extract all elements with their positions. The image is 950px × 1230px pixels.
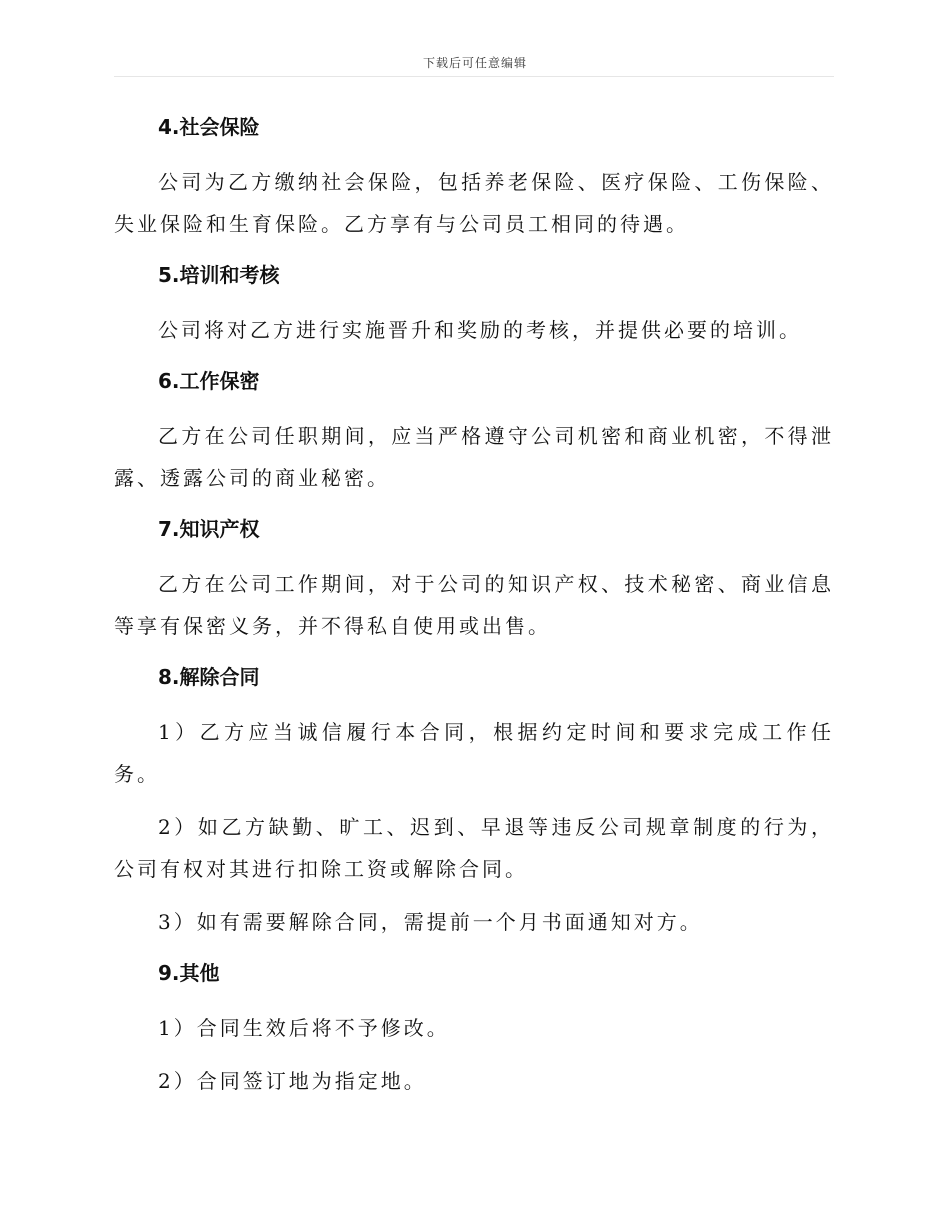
section-paragraph: 公司将对乙方进行实施晋升和奖励的考核，并提供必要的培训。 [158,318,802,342]
section-other [114,954,834,1102]
header-divider [114,76,834,77]
section-heading: 5.培训和考核 [158,263,280,287]
header-note: 下载后可任意编辑 [422,56,527,70]
section-heading: 7.知识产权 [158,517,260,541]
section-training [114,256,834,351]
section-intellectual-property [114,510,834,647]
section-paragraph: 2）合同签订地为指定地。 [158,1069,427,1093]
section-paragraph: 乙方在公司任职期间，应当严格遵守公司机密和商业机密，不得泄露、透露公司的商业秘密。 [114,424,834,490]
document-body [114,108,834,1113]
section-paragraph: 1）合同生效后将不予修改。 [158,1016,450,1040]
section-social-insurance [114,108,834,245]
section-termination [114,658,834,943]
section-paragraph: 乙方在公司工作期间，对于公司的知识产权、技术秘密、商业信息等享有保密义务，并不得私自使用或出售。 [114,572,834,638]
section-paragraph: 1）乙方应当诚信履行本合同，根据约定时间和要求完成工作任务。 [114,720,834,786]
section-confidentiality [114,362,834,499]
section-heading: 9.其他 [158,961,220,985]
section-heading: 6.工作保密 [158,369,260,393]
section-paragraph: 3）如有需要解除合同，需提前一个月书面通知对方。 [158,910,703,934]
section-paragraph: 公司为乙方缴纳社会保险，包括养老保险、医疗保险、工伤保险、失业保险和生育保险。乙方享有与公司员工相同的待遇。 [114,170,834,236]
section-paragraph: 2）如乙方缺勤、旷工、迟到、早退等违反公司规章制度的行为，公司有权对其进行扣除工资或解除合同。 [114,815,834,881]
section-heading: 4.社会保险 [158,115,260,139]
section-heading: 8.解除合同 [158,665,260,689]
